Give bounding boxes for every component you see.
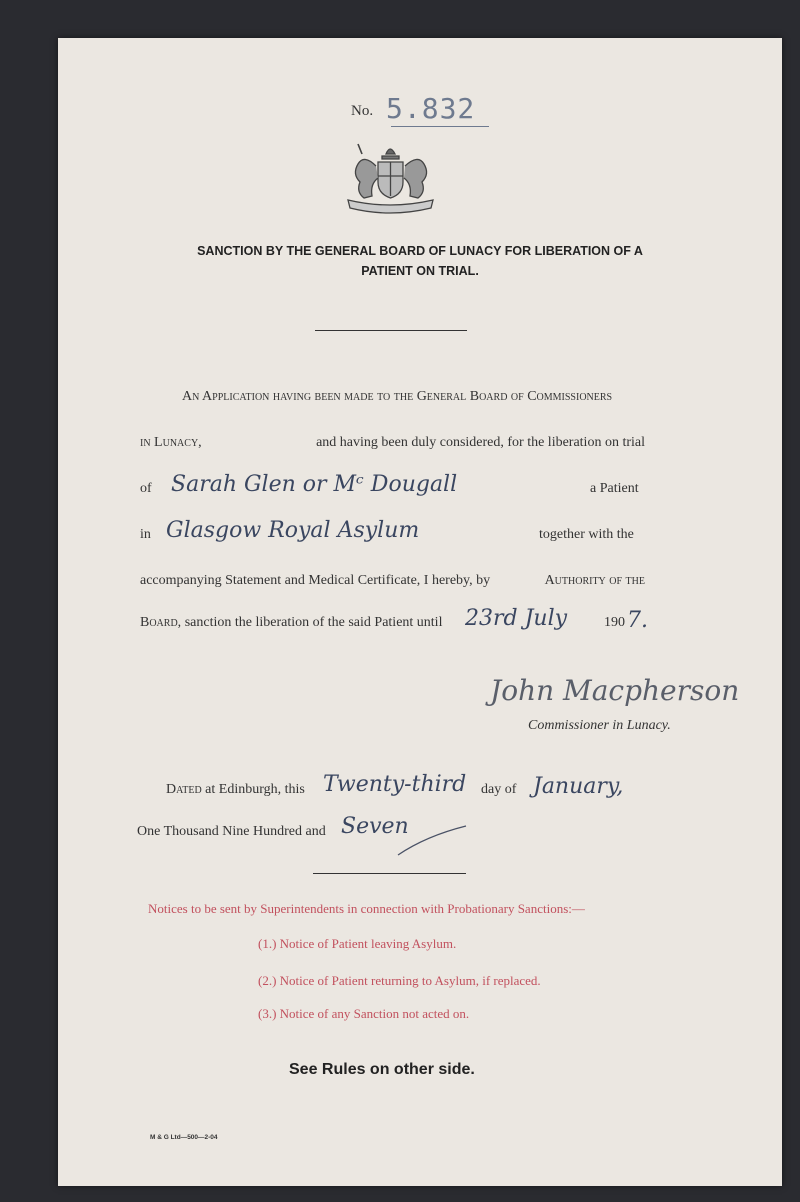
title-line-2: PATIENT ON TRIAL. [361,264,479,278]
body-line-2 [140,435,645,451]
year-suffix-handwritten: 7. [627,608,648,633]
application-text: An Application having been made to the [182,389,417,404]
body-line-5 [140,573,645,589]
pen-stroke-flourish [396,822,468,858]
form-number-label: No. [351,103,374,119]
considered-text: and having been duly considered, for the liberation on trial [316,435,645,450]
dated-label: Dated [166,782,202,797]
notice-item-1: (1.) Notice of Patient leaving Asylum. [258,936,457,951]
board-name: General Board of Commissioners [416,389,613,404]
dated-text: at Edinburgh, this [205,782,305,797]
board-text: Board, [140,615,182,630]
accompanying-text: accompanying Statement and Medical Certificate, I hereby, by [140,573,491,588]
document-sheet [58,38,782,1186]
dated-line [166,782,305,798]
body-line-1 [182,389,612,405]
body-line-6 [140,615,442,631]
printer-imprint: M & G Ltd—500—2-04 [150,1134,218,1141]
of-label: of [140,481,152,496]
day-of-label: day of [481,782,517,797]
title-divider [315,330,467,331]
together-label: together with the [539,527,634,542]
in-lunacy-text: in Lunacy, [140,435,202,450]
until-date-handwritten: 23rd July [465,606,568,631]
sanction-text: sanction the liberation of the said Patient until [184,615,443,630]
year-label: One Thousand Nine Hundred and [137,824,326,839]
a-patient-label: a Patient [590,481,639,496]
title-line-1: SANCTION BY THE GENERAL BOARD OF LUNACY FOR LIBERATION OF A [197,244,643,258]
day-handwritten: Twenty-third [323,772,467,797]
year-prefix: 190 [604,615,625,630]
form-number-value: 5.832 [386,92,476,125]
commissioner-signature: John Macpherson [490,674,740,707]
commissioner-title: Commissioner in Lunacy. [528,718,671,733]
royal-coat-of-arms-icon [328,138,453,218]
authority-text: Authority of the [544,573,645,588]
in-label: in [140,527,151,542]
document-title [58,241,782,281]
number-underline [391,126,489,127]
notice-item-2: (2.) Notice of Patient returning to Asylum, if replaced. [258,973,541,988]
notice-item-3: (3.) Notice of any Sanction not acted on. [258,1006,470,1021]
month-handwritten: January, [533,774,624,799]
date-divider [313,873,466,874]
patient-name-handwritten: Sarah Glen or Mᶜ Dougall [171,472,458,497]
notices-heading: Notices to be sent by Superintendents in connection with Probationary Sanctions:— [148,901,585,916]
year-value-handwritten: Seven [341,814,409,839]
see-rules-notice: See Rules on other side. [289,1061,475,1078]
asylum-handwritten: Glasgow Royal Asylum [166,518,420,543]
